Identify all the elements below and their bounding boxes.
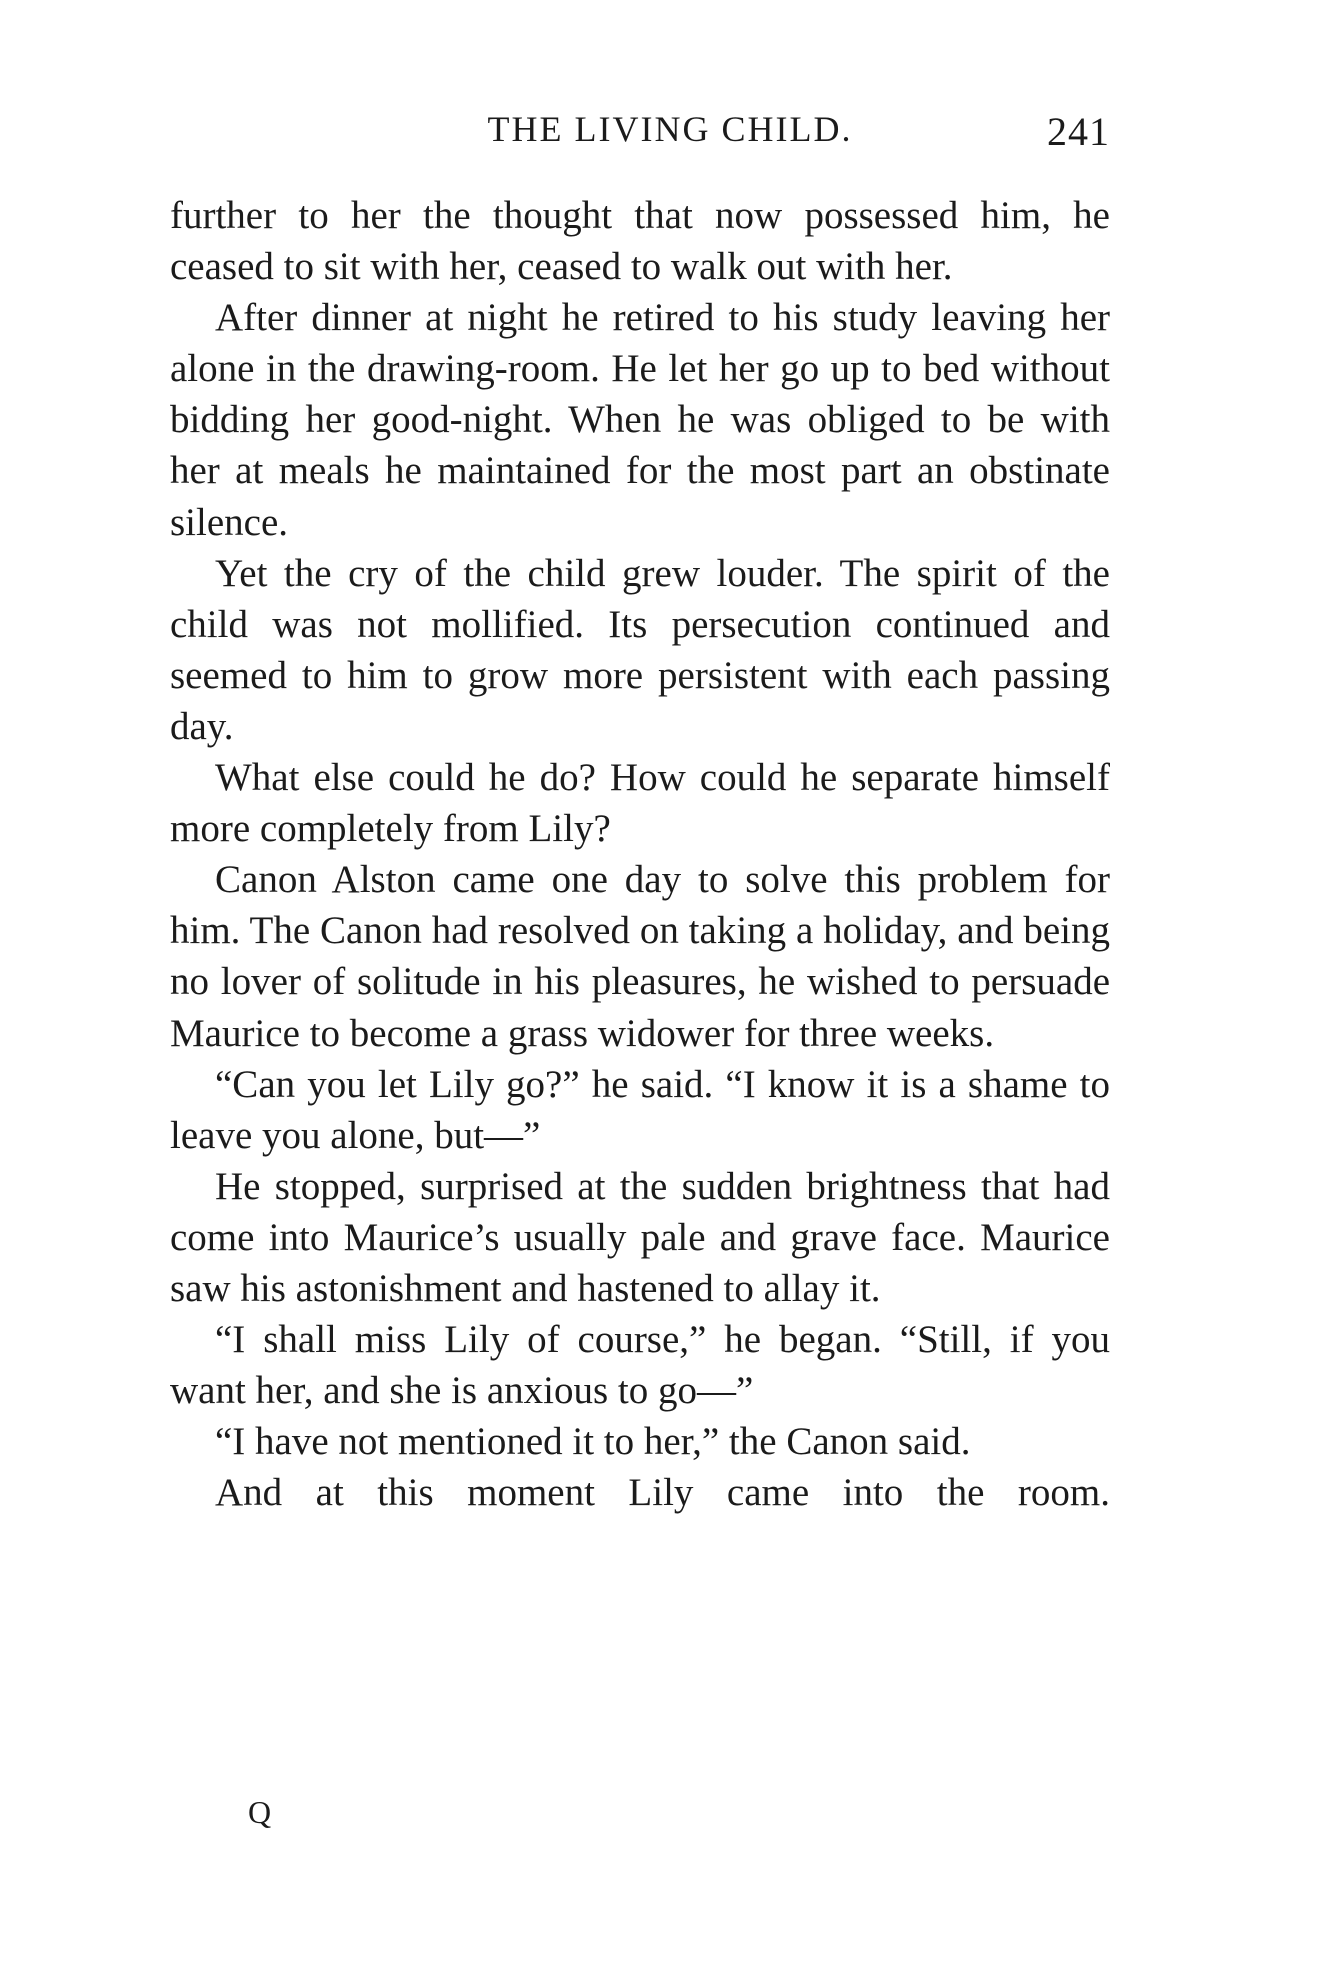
running-title: THE LIVING CHILD. <box>487 109 853 149</box>
paragraph-he-stopped: He stopped, surprised at the sudden brightness that had come into Maurice’s usually pale and grave face. Maurice saw his astonishment and hastened to allay it. <box>170 1164 1110 1310</box>
paragraph-canon-alston: Canon Alston came one day to solve this problem for him. The Canon had resolved on taking a holiday, and being no lover of solitude in his pleasures, he wished to persuade Maurice to become a grass widower for three weeks. <box>170 858 1110 1055</box>
paragraph-miss-lily: “I shall miss Lily of course,” he began. “Still, if you want her, and she is anxious to go—” <box>170 1318 1110 1413</box>
paragraph-after-dinner: After dinner at night he retired to his study leaving her alone in the drawing-room. He let her go up to bed without bidding her good-night. When he was obliged to be with her at meals he maintained for the most part an obstinate silence. <box>170 296 1110 544</box>
page-number: 241 <box>1047 109 1110 154</box>
paragraph-continuation: further to her the thought that now possessed him, he ceased to sit with her, ceased to walk out with her. <box>170 194 1110 289</box>
signature-mark: Q <box>248 1794 272 1830</box>
paragraph-cry-of-child: Yet the cry of the child grew louder. The spirit of the child was not mollified. Its persecution continued and seemed to him to grow more persistent with each passing day. <box>170 551 1110 748</box>
body-text <box>170 190 1110 1518</box>
paragraph-not-mentioned: “I have not mentioned it to her,” the Canon said. <box>215 1420 971 1464</box>
paragraph-can-you-let-lily-go: “Can you let Lily go?” he said. “I know it is a shame to leave you alone, but—” <box>170 1062 1110 1157</box>
running-head <box>170 108 1110 164</box>
paragraph-lily-came-in: And at this moment Lily came into the room. <box>215 1471 1110 1515</box>
paragraph-what-else: What else could he do? How could he separate himself more completely from Lily? <box>170 756 1110 851</box>
